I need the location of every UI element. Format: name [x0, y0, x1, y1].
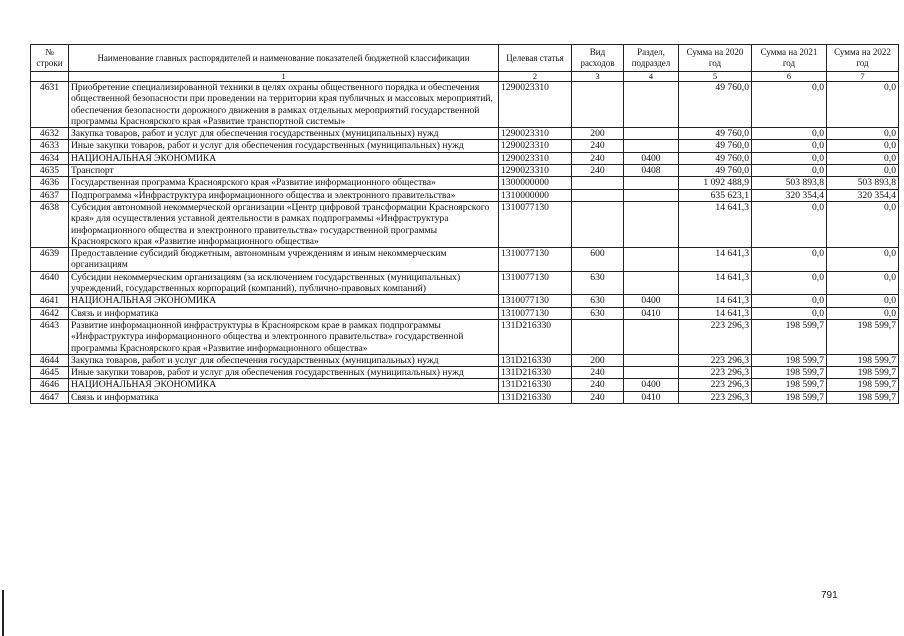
target-article-cell: 1310077130 [499, 307, 572, 319]
row-number-cell: 4633 [31, 140, 69, 152]
expense-type-cell: 630 [572, 271, 624, 295]
sum-2021-cell: 198 599,7 [752, 391, 827, 403]
table-row [31, 295, 899, 307]
row-number-cell: 4638 [31, 201, 69, 247]
sum-2020-cell: 1 092 488,9 [679, 177, 752, 189]
section-cell [624, 367, 679, 379]
column-number: 4 [624, 72, 679, 82]
table-row [31, 152, 899, 164]
expense-type-cell [572, 82, 624, 128]
sum-2021-cell: 320 354,4 [752, 189, 827, 201]
sum-2021-cell: 0,0 [752, 295, 827, 307]
table-row [31, 354, 899, 366]
table-row [31, 177, 899, 189]
sum-2022-cell: 0,0 [827, 248, 899, 272]
table-row [31, 367, 899, 379]
column-number-row [31, 72, 899, 82]
target-article-cell: 131D216330 [499, 354, 572, 366]
name-cell: НАЦИОНАЛЬНАЯ ЭКОНОМИКА [69, 295, 499, 307]
table-row [31, 82, 899, 128]
target-article-cell: 131D216330 [499, 391, 572, 403]
sum-2021-cell: 0,0 [752, 248, 827, 272]
header-expense-type: Вид расходов [572, 45, 624, 72]
sum-2021-cell: 0,0 [752, 82, 827, 128]
expense-type-cell: 240 [572, 140, 624, 152]
header-target-article: Целевая статья [499, 45, 572, 72]
row-number-cell: 4644 [31, 354, 69, 366]
expense-type-cell [572, 319, 624, 354]
sum-2021-cell: 0,0 [752, 201, 827, 247]
column-number: 1 [69, 72, 499, 82]
target-article-cell: 1290023310 [499, 165, 572, 177]
target-article-cell: 1310077130 [499, 248, 572, 272]
expense-type-cell [572, 177, 624, 189]
sum-2022-cell: 198 599,7 [827, 367, 899, 379]
row-number-cell: 4640 [31, 271, 69, 295]
section-cell [624, 354, 679, 366]
sum-2020-cell: 223 296,3 [679, 367, 752, 379]
sum-2020-cell: 49 760,0 [679, 128, 752, 140]
table-row [31, 165, 899, 177]
name-cell: Развитие информационной инфраструктуры в Красноярском крае в рамках подпрограммы «Инфраструктура информационного общества и электронного правительства» государственной программы Красноярского края «Развитие информационного общества» [69, 319, 499, 354]
table-row [31, 128, 899, 140]
sum-2022-cell: 0,0 [827, 165, 899, 177]
name-cell: Транспорт [69, 165, 499, 177]
expense-type-cell: 200 [572, 128, 624, 140]
sum-2020-cell: 223 296,3 [679, 379, 752, 391]
sum-2020-cell: 14 641,3 [679, 201, 752, 247]
target-article-cell: 1300000000 [499, 177, 572, 189]
row-number-cell: 4632 [31, 128, 69, 140]
table-row [31, 248, 899, 272]
expense-type-cell: 240 [572, 391, 624, 403]
target-article-cell: 1290023310 [499, 128, 572, 140]
name-cell: Предоставление субсидий бюджетным, автономным учреждениям и иным некоммерческим организациям [69, 248, 499, 272]
section-cell: 0400 [624, 379, 679, 391]
section-cell: 0410 [624, 307, 679, 319]
sum-2022-cell: 0,0 [827, 271, 899, 295]
expense-type-cell [572, 189, 624, 201]
row-number-cell: 4645 [31, 367, 69, 379]
row-number-cell: 4635 [31, 165, 69, 177]
row-number-cell: 4636 [31, 177, 69, 189]
row-number-cell: 4634 [31, 152, 69, 164]
row-number-cell: 4647 [31, 391, 69, 403]
table-row [31, 319, 899, 354]
expense-type-cell: 200 [572, 354, 624, 366]
sum-2020-cell: 49 760,0 [679, 152, 752, 164]
header-sum-2021: Сумма на 2021 год [752, 45, 827, 72]
row-number-cell: 4631 [31, 82, 69, 128]
target-article-cell: 1310077130 [499, 271, 572, 295]
sum-2021-cell: 0,0 [752, 271, 827, 295]
header-section: Раздел, подраздел [624, 45, 679, 72]
name-cell: Закупка товаров, работ и услуг для обеспечения государственных (муниципальных) нужд [69, 354, 499, 366]
sum-2021-cell: 0,0 [752, 307, 827, 319]
row-number-cell: 4646 [31, 379, 69, 391]
sum-2022-cell: 0,0 [827, 201, 899, 247]
sum-2020-cell: 223 296,3 [679, 391, 752, 403]
sum-2021-cell: 198 599,7 [752, 379, 827, 391]
section-cell [624, 189, 679, 201]
sum-2021-cell: 198 599,7 [752, 319, 827, 354]
sum-2022-cell: 0,0 [827, 295, 899, 307]
row-number-cell: 4637 [31, 189, 69, 201]
sum-2020-cell: 49 760,0 [679, 140, 752, 152]
sum-2020-cell: 223 296,3 [679, 354, 752, 366]
expense-type-cell: 600 [572, 248, 624, 272]
header-name: Наименование главных распорядителей и наименование показателей бюджетной классификации [69, 45, 499, 72]
name-cell: Связь и информатика [69, 307, 499, 319]
table-header-row [31, 45, 899, 72]
column-number: 6 [752, 72, 827, 82]
name-cell: Закупка товаров, работ и услуг для обеспечения государственных (муниципальных) нужд [69, 128, 499, 140]
sum-2022-cell: 198 599,7 [827, 319, 899, 354]
sum-2021-cell: 0,0 [752, 128, 827, 140]
section-cell [624, 140, 679, 152]
sum-2022-cell: 0,0 [827, 140, 899, 152]
section-cell [624, 201, 679, 247]
table-row [31, 189, 899, 201]
sum-2020-cell: 49 760,0 [679, 165, 752, 177]
row-number-cell: 4639 [31, 248, 69, 272]
target-article-cell: 1310000000 [499, 189, 572, 201]
expense-type-cell [572, 201, 624, 247]
sum-2022-cell: 0,0 [827, 152, 899, 164]
sum-2020-cell: 49 760,0 [679, 82, 752, 128]
column-number: 5 [679, 72, 752, 82]
table-row [31, 307, 899, 319]
expense-type-cell: 240 [572, 165, 624, 177]
target-article-cell: 1290023310 [499, 152, 572, 164]
name-cell: Субсидия автономной некоммерческой организации «Центр цифровой трансформации Красноярского края» для осуществления уставной деятельности в рамках подпрограммы «Инфраструктура информационного общества и электронного правительства» государственной программы Красноярского края «Развитие информационного общества» [69, 201, 499, 247]
name-cell: Субсидии некоммерческим организациям (за исключением государственных (муниципальных) учреждений, государственных корпораций (компаний), публично-правовых компаний) [69, 271, 499, 295]
sum-2021-cell: 0,0 [752, 165, 827, 177]
page-number: 791 [821, 590, 838, 601]
header-row-number: № строки [31, 45, 69, 72]
table-row [31, 271, 899, 295]
target-article-cell: 131D216330 [499, 319, 572, 354]
column-number [31, 72, 69, 82]
section-cell: 0400 [624, 152, 679, 164]
sum-2022-cell: 198 599,7 [827, 354, 899, 366]
header-sum-2020: Сумма на 2020 год [679, 45, 752, 72]
sum-2022-cell: 0,0 [827, 307, 899, 319]
table-row [31, 391, 899, 403]
column-number: 2 [499, 72, 572, 82]
sum-2020-cell: 14 641,3 [679, 248, 752, 272]
name-cell: НАЦИОНАЛЬНАЯ ЭКОНОМИКА [69, 379, 499, 391]
sum-2022-cell: 320 354,4 [827, 189, 899, 201]
expense-type-cell: 240 [572, 379, 624, 391]
name-cell: Государственная программа Красноярского края «Развитие информационного общества» [69, 177, 499, 189]
target-article-cell: 1290023310 [499, 140, 572, 152]
sum-2021-cell: 198 599,7 [752, 367, 827, 379]
target-article-cell: 1290023310 [499, 82, 572, 128]
target-article-cell: 1310077130 [499, 295, 572, 307]
table-body [31, 82, 899, 404]
budget-table [30, 44, 899, 404]
section-cell: 0400 [624, 295, 679, 307]
target-article-cell: 131D216330 [499, 367, 572, 379]
sum-2020-cell: 223 296,3 [679, 319, 752, 354]
section-cell [624, 248, 679, 272]
expense-type-cell: 240 [572, 152, 624, 164]
target-article-cell: 1310077130 [499, 201, 572, 247]
row-number-cell: 4641 [31, 295, 69, 307]
name-cell: Связь и информатика [69, 391, 499, 403]
row-number-cell: 4642 [31, 307, 69, 319]
name-cell: Подпрограмма «Инфраструктура информационного общества и электронного правительства» [69, 189, 499, 201]
scan-edge-mark [2, 590, 4, 636]
column-number: 7 [827, 72, 899, 82]
section-cell [624, 271, 679, 295]
sum-2022-cell: 198 599,7 [827, 379, 899, 391]
sum-2020-cell: 14 641,3 [679, 307, 752, 319]
sum-2022-cell: 0,0 [827, 128, 899, 140]
section-cell [624, 177, 679, 189]
sum-2020-cell: 14 641,3 [679, 271, 752, 295]
sum-2021-cell: 0,0 [752, 140, 827, 152]
sum-2022-cell: 503 893,8 [827, 177, 899, 189]
expense-type-cell: 630 [572, 295, 624, 307]
sum-2021-cell: 198 599,7 [752, 354, 827, 366]
sum-2022-cell: 198 599,7 [827, 391, 899, 403]
name-cell: Иные закупки товаров, работ и услуг для обеспечения государственных (муниципальных) нужд [69, 367, 499, 379]
sum-2022-cell: 0,0 [827, 82, 899, 128]
name-cell: НАЦИОНАЛЬНАЯ ЭКОНОМИКА [69, 152, 499, 164]
sum-2020-cell: 14 641,3 [679, 295, 752, 307]
table-row [31, 379, 899, 391]
name-cell: Приобретение специализированной техники в целях охраны общественного порядка и обеспечения общественной безопасности при проведении на территории края публичных и массовых мероприятий, обеспечения безопасности дорожного движения в рамках отдельных мероприятий государственной программы Красноярского края «Развитие транспортной системы» [69, 82, 499, 128]
sum-2020-cell: 635 623,1 [679, 189, 752, 201]
name-cell: Иные закупки товаров, работ и услуг для обеспечения государственных (муниципальных) нужд [69, 140, 499, 152]
section-cell [624, 128, 679, 140]
column-number: 3 [572, 72, 624, 82]
expense-type-cell: 240 [572, 367, 624, 379]
section-cell [624, 319, 679, 354]
row-number-cell: 4643 [31, 319, 69, 354]
header-sum-2022: Сумма на 2022 год [827, 45, 899, 72]
expense-type-cell: 630 [572, 307, 624, 319]
table-row [31, 201, 899, 247]
sum-2021-cell: 0,0 [752, 152, 827, 164]
section-cell: 0410 [624, 391, 679, 403]
section-cell [624, 82, 679, 128]
table-row [31, 140, 899, 152]
sum-2021-cell: 503 893,8 [752, 177, 827, 189]
target-article-cell: 131D216330 [499, 379, 572, 391]
section-cell: 0408 [624, 165, 679, 177]
